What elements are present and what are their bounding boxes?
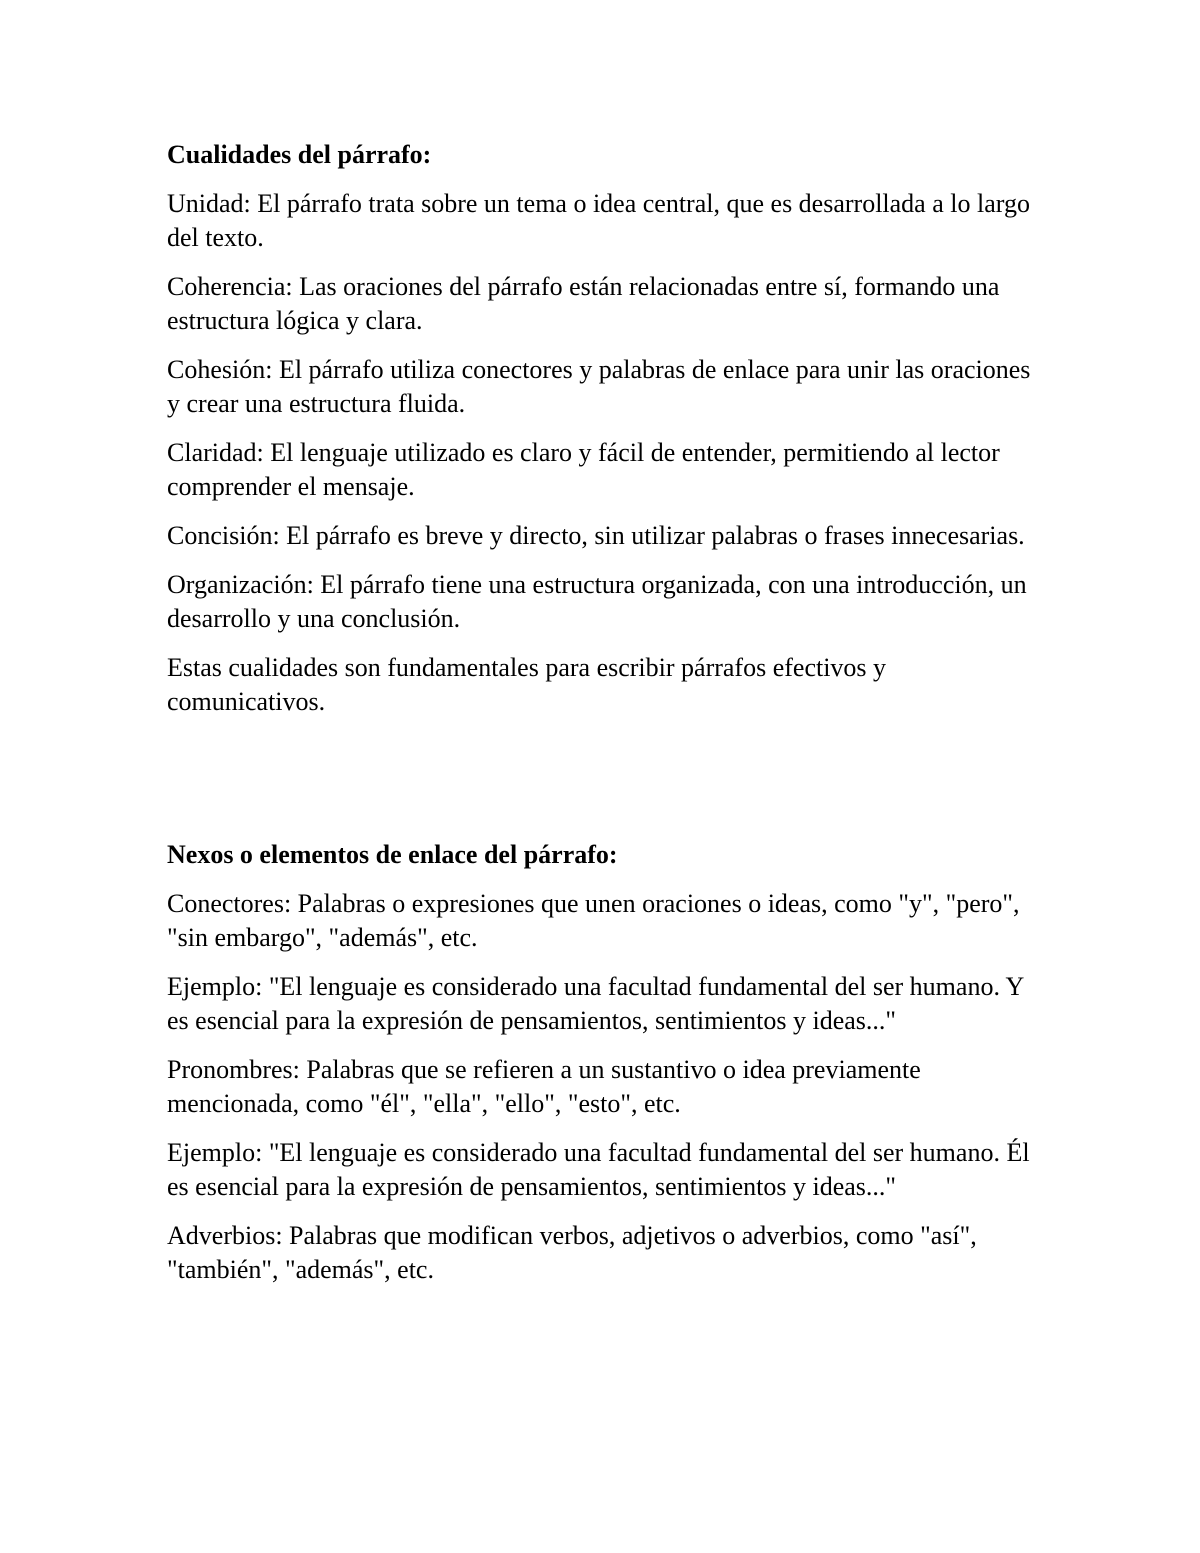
paragraph-unidad: Unidad: El párrafo trata sobre un tema o idea central, que es desarrollada a lo largo del texto. <box>167 189 1030 252</box>
paragraph-organizacion: Organización: El párrafo tiene una estructura organizada, con una introducción, un desarrollo y una conclusión. <box>167 570 1027 633</box>
paragraph-ejemplo-conectores: Ejemplo: "El lenguaje es considerado una facultad fundamental del ser humano. Y es esencial para la expresión de pensamientos, sentimientos y ideas..." <box>167 972 1024 1035</box>
paragraph-coherencia: Coherencia: Las oraciones del párrafo están relacionadas entre sí, formando una estructura lógica y clara. <box>167 272 1000 335</box>
paragraph-ejemplo-pronombres: Ejemplo: "El lenguaje es considerado una facultad fundamental del ser humano. Él es esencial para la expresión de pensamientos, sentimientos y ideas..." <box>167 1138 1030 1201</box>
paragraph-cohesion: Cohesión: El párrafo utiliza conectores y palabras de enlace para unir las oraciones y crear una estructura fluida. <box>167 355 1031 418</box>
paragraph-conectores: Conectores: Palabras o expresiones que unen oraciones o ideas, como "y", "pero", "sin embargo", "además", etc. <box>167 889 1020 952</box>
section-spacer <box>167 734 1047 838</box>
paragraph-pronombres: Pronombres: Palabras que se refieren a un sustantivo o idea previamente mencionada, como "él", "ella", "ello", "esto", etc. <box>167 1055 921 1118</box>
paragraph-concision: Concisión: El párrafo es breve y directo, sin utilizar palabras o frases innecesarias. <box>167 521 1025 550</box>
paragraph-adverbios: Adverbios: Palabras que modifican verbos, adjetivos o adverbios, como "así", "también", "además", etc. <box>167 1221 977 1284</box>
section-heading-nexos: Nexos o elementos de enlace del párrafo: <box>167 840 618 869</box>
paragraph-conclusion: Estas cualidades son fundamentales para escribir párrafos efectivos y comunicativos. <box>167 653 887 716</box>
document-content <box>167 138 1047 1302</box>
section-heading-cualidades: Cualidades del párrafo: <box>167 140 432 169</box>
paragraph-claridad: Claridad: El lenguaje utilizado es claro y fácil de entender, permitiendo al lector comprender el mensaje. <box>167 438 1000 501</box>
